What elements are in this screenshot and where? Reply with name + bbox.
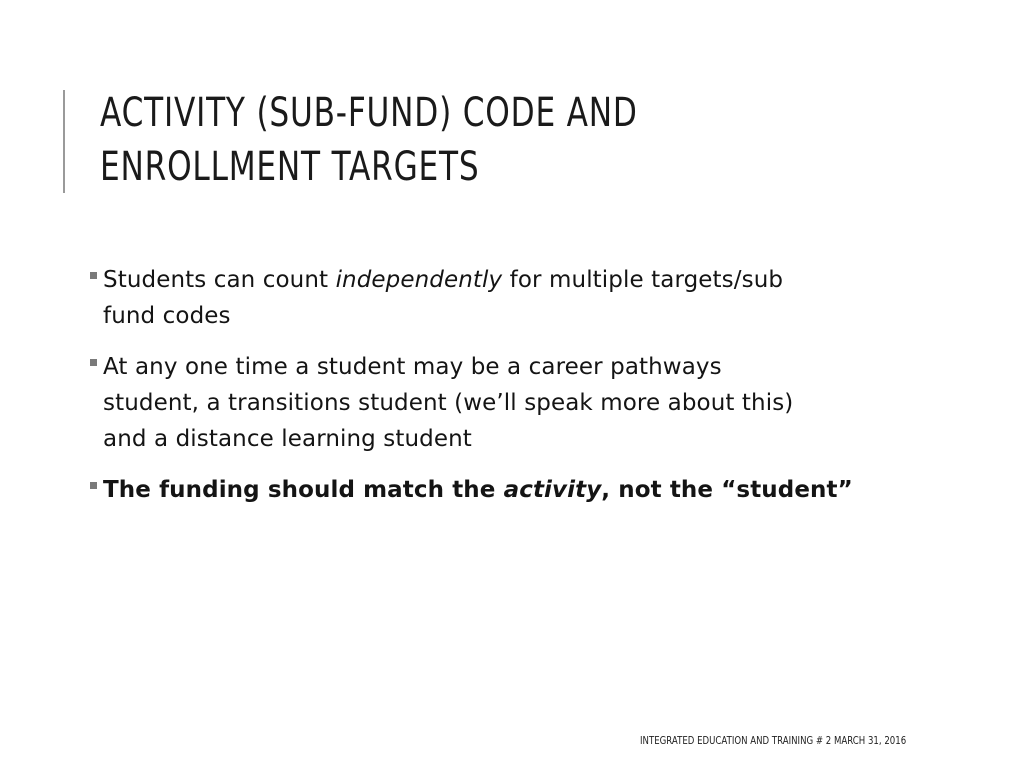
bullet-item-3 xyxy=(90,472,910,508)
bullet-1-text-d: fund codes xyxy=(103,303,231,329)
bullet-3-text-a: The funding should match the xyxy=(103,477,504,503)
square-bullet-icon xyxy=(90,359,97,366)
bullet-1-text-c: for multiple targets/sub xyxy=(502,267,784,293)
title-accent-bar xyxy=(63,90,65,193)
bullet-2-line-1: At any one time a student may be a career pathways xyxy=(103,354,722,380)
title-line-1: ACTIVITY (SUB-FUND) CODE AND xyxy=(100,90,638,136)
bullet-item-1 xyxy=(90,262,910,334)
bullet-2-line-3: and a distance learning student xyxy=(103,426,472,452)
bullet-list xyxy=(90,262,910,523)
bullet-2-line-2: student, a transitions student (we’ll speak more about this) xyxy=(103,390,794,416)
bullet-3-emphasis: activity xyxy=(503,477,602,503)
bullet-3-text-c: , not the “student” xyxy=(601,477,853,503)
bullet-1-emphasis: independently xyxy=(335,267,503,293)
slide-title xyxy=(100,86,740,194)
bullet-1-text-a: Students can count xyxy=(103,267,336,293)
bullet-item-2 xyxy=(90,349,910,457)
slide-footer: INTEGRATED EDUCATION AND TRAINING # 2 MARCH 31, 2016 xyxy=(640,734,907,747)
square-bullet-icon xyxy=(90,272,97,279)
square-bullet-icon xyxy=(90,482,97,489)
title-line-2: ENROLLMENT TARGETS xyxy=(100,144,480,190)
